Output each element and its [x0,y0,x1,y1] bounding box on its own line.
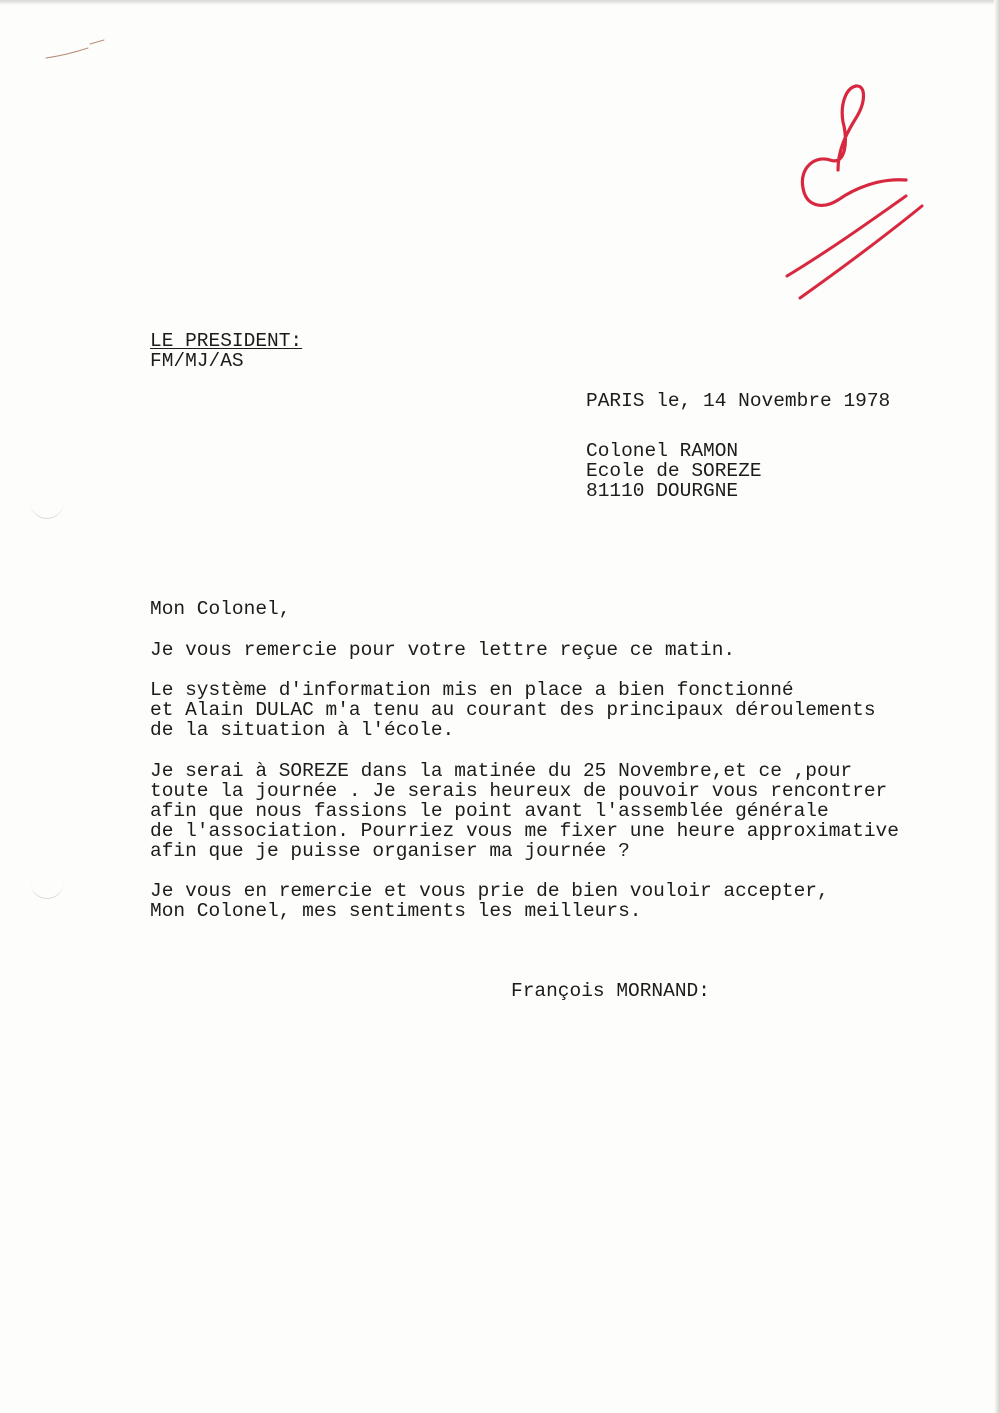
date-line: PARIS le, 14 Novembre 1978 [586,390,891,412]
signature-name: François MORNAND: [511,980,710,1002]
reference-code: FM/MJ/AS [150,350,244,372]
recipient-line: Colonel RAMON [586,440,739,462]
paragraph-line: Le système d'information mis en place a bien fonctionné [150,679,794,701]
letterhead-title: LE PRESIDENT: [150,330,303,352]
paragraph-line: Je vous en remercie et vous prie de bien vouloir accepter, [150,880,829,902]
recipient-line: 81110 DOURGNE [586,480,739,502]
recipient-line: Ecole de SOREZE [586,460,762,482]
paragraph-line: Je serai à SOREZE dans la matinée du 25 Novembre,et ce ,pour [150,760,853,782]
paragraph-line: toute la journée . Je serais heureux de pouvoir vous rencontrer [150,780,888,802]
paragraph-line: Je vous remercie pour votre lettre reçue ce matin. [150,639,736,661]
paragraph-line: Mon Colonel, mes sentiments les meilleurs. [150,900,642,922]
paragraph-line: de la situation à l'école. [150,719,455,741]
paragraph-line: afin que nous fassions le point avant l'assemblée générale [150,800,829,822]
paragraph-line: afin que je puisse organiser ma journée ? [150,840,630,862]
paragraph-line: et Alain DULAC m'a tenu au courant des principaux déroulements [150,699,876,721]
salutation: Mon Colonel, [150,598,291,620]
paragraph-line: de l'association. Pourriez vous me fixer une heure approximative [150,820,899,842]
